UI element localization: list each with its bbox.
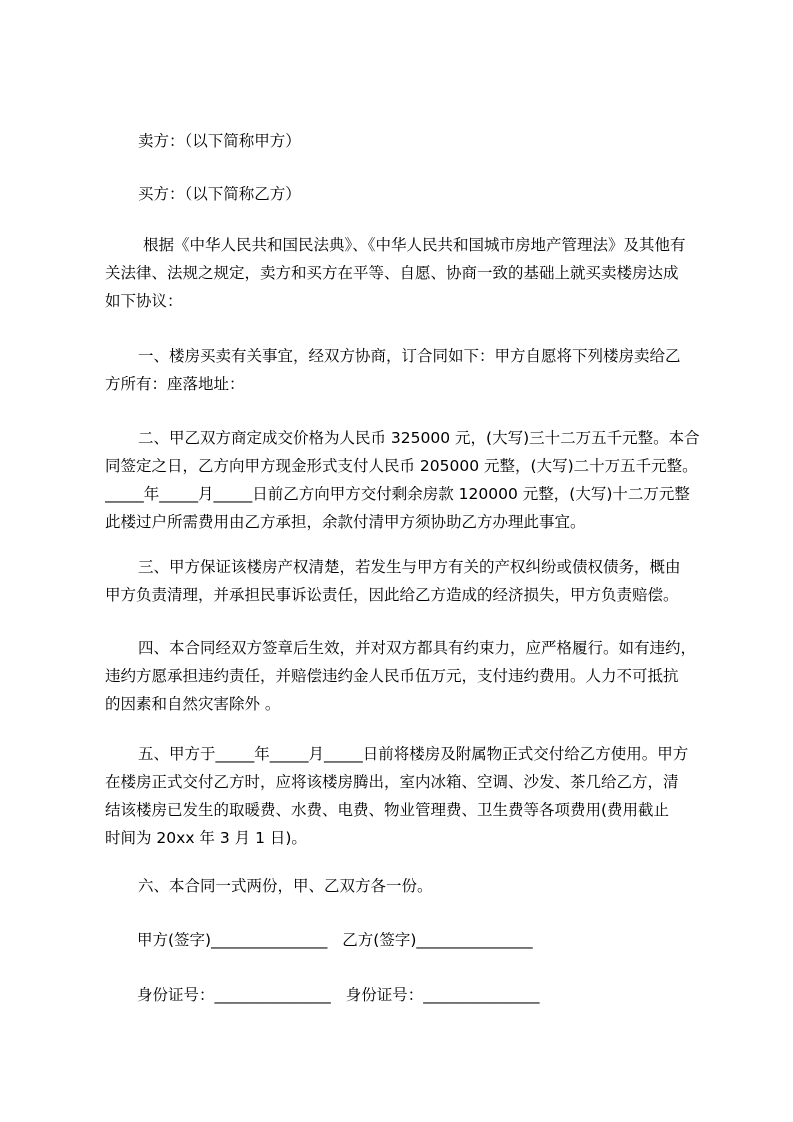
clause-3: [105, 553, 725, 609]
preamble-line: 如下协议：: [105, 292, 183, 310]
clause-line: 的因素和自然灾害除外 。: [105, 695, 281, 713]
clause-line: 甲方负责清理，并承担民事诉讼责任，因此给乙方造成的经济损失，甲方负责赔偿。: [105, 586, 679, 604]
preamble-paragraph: [105, 231, 725, 315]
party-b-signature: 乙方(签字)_______________: [342, 931, 533, 949]
party-b-id-number: 身份证号：_______________: [345, 986, 540, 1004]
party-a-signature: 甲方(签字)_______________: [137, 931, 328, 949]
clause-line: 二、甲乙双方商定成交价格为人民币 325000 元，(大写)三十二万五千元整。本合: [138, 429, 700, 447]
buyer-line: [105, 180, 725, 208]
seller-text: 卖方：（以下简称甲方）: [138, 132, 301, 150]
preamble-line: 根据《中华人民共和国民法典》、《中华人民共和国城市房地产管理法》及其他有: [143, 236, 686, 254]
clause-4: [105, 634, 725, 718]
party-a-id-number: 身份证号：_______________: [137, 986, 331, 1004]
clause-line: 一、楼房买卖有关事宜，经双方协商，订合同如下：甲方自愿将下列楼房卖给乙: [138, 347, 681, 365]
clause-line: 同签定之日，乙方向甲方现金形式支付人民币 205000 元整，(大写)二十万五千元整。: [105, 457, 698, 475]
preamble-line: 关法律、法规之规定，卖方和买方在平等、自愿、协商一致的基础上就买卖楼房达成: [105, 264, 679, 282]
clause-line: _____年_____月_____日前乙方向甲方交付剩余房款 120000 元整，(大写)十二万元整: [105, 485, 690, 503]
clause-5: [105, 740, 725, 852]
clause-line: 方所有：座落地址：: [105, 375, 245, 393]
clause-line: 三、甲方保证该楼房产权清楚，若发生与甲方有关的产权纠纷或债权债务，概由: [138, 558, 681, 576]
seller-line: [105, 127, 725, 155]
clause-line: 四、本合同经双方签章后生效，并对双方都具有约束力，应严格履行。如有违约，: [138, 639, 697, 657]
clause-line: 在楼房正式交付乙方时，应将该楼房腾出，室内冰箱、空调、沙发、茶几给乙方，清: [105, 773, 679, 791]
signature-row: [137, 926, 533, 954]
id-number-row: [137, 981, 539, 1009]
buyer-text: 买方：（以下简称乙方）: [138, 185, 301, 203]
clause-1: [105, 342, 725, 398]
clause-line: 违约方愿承担违约责任，并赔偿违约金人民币伍万元，支付违约费用。人力不可抵抗: [105, 667, 679, 685]
clause-line: 此楼过户所需费用由乙方承担，余款付清甲方须协助乙方办理此事宜。: [105, 513, 586, 531]
clause-6: [105, 872, 725, 900]
clause-line: 六、本合同一式两份，甲、乙双方各一份。: [138, 877, 433, 895]
clause-line: 时间为 20xx 年 3 月 1 日)。: [105, 829, 307, 847]
clause-line: 结该楼房已发生的取暖费、水费、电费、物业管理费、卫生费等各项费用(费用截止: [105, 801, 670, 819]
clause-2: [105, 424, 725, 536]
clause-line: 五、甲方于_____年_____月_____日前将楼房及附属物正式交付给乙方使用。甲方: [138, 745, 689, 763]
